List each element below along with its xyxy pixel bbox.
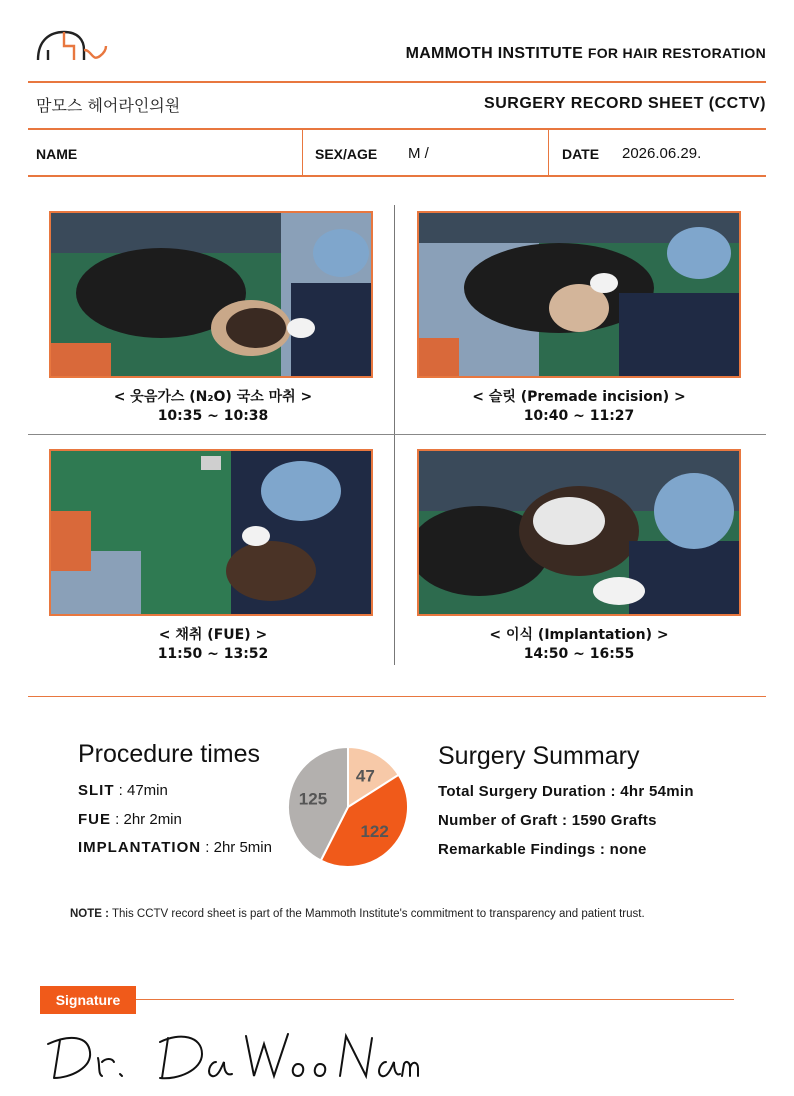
grid-divider-horizontal <box>28 434 766 435</box>
name-label: NAME <box>36 146 78 162</box>
photo-caption: < 이식 (Implantation) > 14:50 ~ 16:55 <box>489 627 669 662</box>
sexage-label: SEX/AGE <box>315 146 378 162</box>
date-label: DATE <box>562 146 600 162</box>
cctv-photo-slit <box>417 211 741 378</box>
procedure-title: Procedure times <box>78 740 261 768</box>
pie-label-slit: 47 <box>355 766 375 786</box>
handwritten-signature <box>40 1022 420 1088</box>
sheet-title: SURGERY RECORD SHEET (CCTV) <box>484 95 766 112</box>
pie-label-implantation: 125 <box>298 789 328 809</box>
info-rule <box>28 175 766 177</box>
procedure-line: SLIT : 47min <box>78 782 168 799</box>
cctv-photo-implantation <box>417 449 741 616</box>
section-rule <box>28 696 766 697</box>
summary-grafts: Number of Graft : 1590 Grafts <box>438 812 657 829</box>
note-text: NOTE : This CCTV record sheet is part of the Mammoth Institute's commitment to transparency and patient trust. <box>70 908 645 920</box>
institute-name: MAMMOTH INSTITUTE FOR HAIR RESTORATION <box>405 45 766 62</box>
procedure-line: IMPLANTATION : 2hr 5min <box>78 839 272 856</box>
procedure-line: FUE : 2hr 2min <box>78 811 182 828</box>
signature-line <box>136 999 734 1000</box>
mammoth-logo-icon <box>34 26 108 66</box>
procedure-pie-chart <box>286 745 410 869</box>
pie-label-fue: 122 <box>360 822 389 842</box>
signature-tag: Signature <box>40 986 136 1014</box>
photo-caption: < 채취 (FUE) > 11:50 ~ 13:52 <box>157 627 269 662</box>
header-rule <box>28 81 766 83</box>
date-value: 2026.06.29. <box>622 145 702 162</box>
photo-caption: < 웃음가스 (N₂O) 국소 마취 > 10:35 ~ 10:38 <box>113 389 313 424</box>
title-rule <box>28 128 766 130</box>
info-divider <box>302 130 303 176</box>
summary-findings: Remarkable Findings : none <box>438 841 647 858</box>
cctv-photo-fue <box>49 449 373 616</box>
cctv-photo-anesthesia <box>49 211 373 378</box>
clinic-korean-name: 맘모스 헤어라인의원 <box>36 96 181 115</box>
info-divider <box>548 130 549 176</box>
grid-divider-vertical <box>394 205 395 665</box>
photo-caption: < 슬릿 (Premade incision) > 10:40 ~ 11:27 <box>472 389 686 424</box>
summary-duration: Total Surgery Duration : 4hr 54min <box>438 783 694 800</box>
sexage-value: M / <box>408 145 429 162</box>
summary-title: Surgery Summary <box>438 742 640 770</box>
